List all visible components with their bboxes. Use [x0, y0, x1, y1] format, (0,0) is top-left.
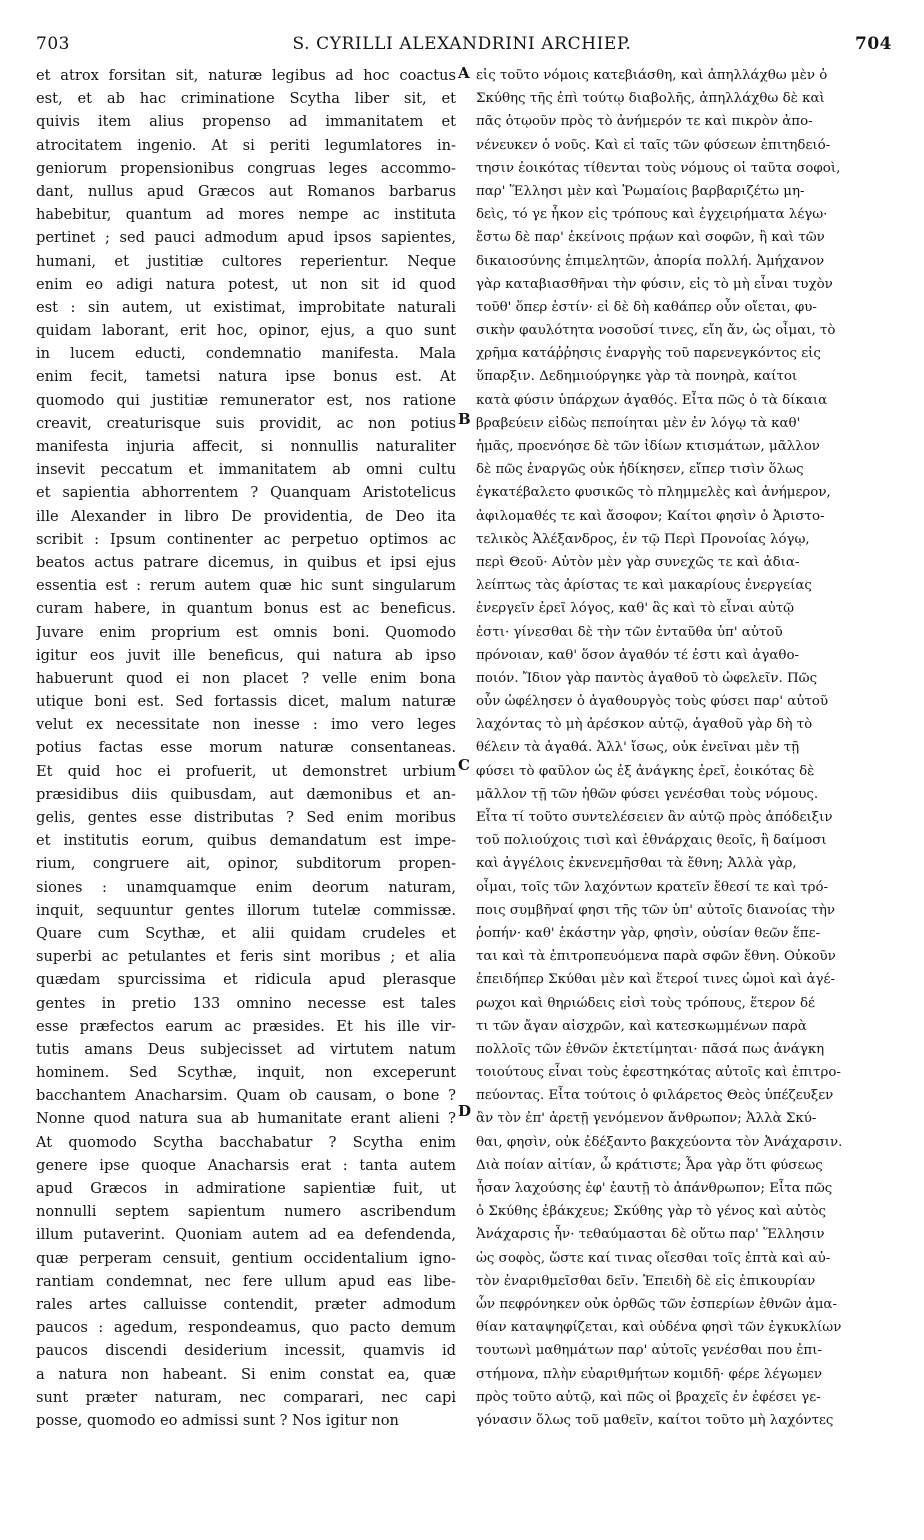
latin-text-line: hominem. Sed Scythæ, inquit, non exceperunt [36, 1064, 456, 1082]
latin-text-line: Et quid hoc ei profuerit, ut demonstret urbium [36, 762, 456, 780]
greek-text-line: ἐγκατέβαλετο φυσικῶς τὸ πλημμελὲς καὶ ἀνήμερον, [476, 485, 831, 501]
latin-text-line: igitur eos juvit ille beneficus, qui natura ab ipso [36, 646, 456, 664]
latin-text-line: Quare cum Scythæ, et alii quidam crudeles et [36, 924, 456, 942]
greek-text-line: θαι, φησὶν, οὐκ ἐδέξαντο βακχεύοντα τὸν Ἀνάχαρσιν. [476, 1134, 843, 1150]
greek-text-line: ὁ Σκύθης ἐβάκχευε; Σκύθης γὰρ τὸ γένος καὶ αὐτὸς [476, 1204, 827, 1220]
latin-text-line: genere ipse quoque Anacharsis erat : tanta autem [36, 1156, 456, 1174]
latin-text-line: a natura non habeant. Si enim constat ea, quæ [36, 1365, 456, 1383]
margin-marker-c: C [458, 756, 470, 774]
latin-text-line: beatos actus patrare dicemus, in quibus et ipsi ejus [36, 553, 456, 571]
latin-text-line: præsidibus diis quibusdam, aut dæmonibus et an- [36, 785, 456, 803]
greek-text-line: πρὸς τοῦτο αὐτῷ, καὶ πῶς οἱ βραχεῖς ἐν ἐφέσει γε- [476, 1389, 821, 1405]
greek-text-line: περὶ Θεοῦ· Αὐτὸν μὲν γὰρ συνεχῶς τε καὶ ἀδια- [476, 554, 800, 570]
latin-text-line: potius factas esse morum naturæ consentaneas. [36, 739, 456, 757]
right-page-number: 704 [855, 34, 892, 54]
greek-text-line: νένευκεν ὁ νοῦς. Καὶ εἰ ταῖς τῶν φύσεων ἐπιτηδειό- [476, 137, 831, 153]
latin-text-line: ille Alexander in libro De providentia, de Deo ita [36, 507, 456, 525]
latin-text-line: habuerunt quod ei non placet ? velle enim bona [36, 669, 456, 687]
greek-text-line: πολλοῖς τῶν ἐθνῶν ἐκτετίμηται· πᾶσά πως ἀνάγκη [476, 1041, 825, 1057]
greek-column [476, 64, 892, 1432]
greek-text-line: Σκύθης τῆς ἐπὶ τούτῳ διαβολῆς, ἀπηλλάχθω δὲ καὶ [476, 91, 825, 107]
latin-text-line: creavit, creaturisque suis providit, ac non potius [36, 414, 456, 432]
greek-text-line: ποιόν. Ἴδιον γὰρ παντὸς ἀγαθοῦ τὸ ὠφελεῖν. Πῶς [476, 670, 818, 686]
latin-text-line: sunt præter naturam, nec comparari, nec capi [36, 1388, 456, 1406]
latin-text-line: atrocitatem ingenio. At si periti legumlatores in- [36, 136, 456, 154]
latin-text-line: bacchantem Anacharsim. Quam ob causam, o bone ? [36, 1087, 456, 1105]
latin-text-line: manifesta injuria affecit, si nonnullis naturaliter [36, 438, 456, 455]
latin-text-line: velut ex necessitate non inesse : imo vero leges [36, 716, 456, 734]
greek-text-line: ται καὶ τὰ ἐπιτροπευόμενα παρὰ σφῶν ἔθνη. Οὐκοῦν [476, 949, 836, 965]
margin-marker-d: D [458, 1102, 472, 1120]
latin-text-line: posse, quomodo eo admissi sunt ? Nos igitur non [36, 1411, 399, 1429]
greek-text-line: Εἶτα τί τοῦτο συντελέσειεν ἂν αὐτῷ πρὸς ἀπόδειξιν [476, 810, 833, 825]
greek-text-line: οἶμαι, τοῖς τῶν λαχόντων κρατεῖν ἔθεσί τε καὶ τρό- [476, 879, 829, 895]
greek-text-line: βραβεύειν εἰδὼς πεποίηται μὲν ἐν λόγῳ τὰ καθ' [476, 415, 801, 431]
latin-text-line: enim eo adigi natura potest, ut non sit id quod [36, 275, 456, 293]
greek-text-line: σικὴν φαυλότητα νοσοῦσί τινες, εἴη ἄν, ὡς οἶμαι, τὸ [476, 323, 836, 339]
latin-text-line: curam habere, in quantum bonus est ac beneficus. [36, 600, 456, 618]
latin-text-line: rales artes calluisse contendit, præter admodum [36, 1295, 456, 1313]
greek-text-line: ἦσαν λαχούσης ἐφ' ἑαυτῇ τὸ ἀπάνθρωπον; Εἶτα πῶς [476, 1181, 833, 1196]
latin-text-line: et institutis eorum, quibus demandatum est impe- [36, 832, 456, 850]
latin-text-line: dant, nullus apud Græcos aut Romanos barbarus [36, 182, 456, 200]
greek-text-line: θέλειν τὰ ἀγαθά. Ἀλλ' ἴσως, οὐκ ἐνεῖναι μὲν τῇ [476, 740, 800, 756]
greek-text-line: Διὰ ποίαν αἰτίαν, ὦ κράτιστε; Ἆρα γὰρ ὅτι φύσεως [476, 1157, 823, 1173]
greek-text-line: δὲ πῶς ἐναργῶς οὐκ ἠδίκησεν, εἴπερ τισὶν ὅλως [476, 462, 804, 478]
greek-text-line: στήμονα, πλὴν εὐαριθμήτων κομιδῆ· φέρε λέγωμεν [476, 1366, 822, 1382]
greek-text-line: ἂν τὸν ἐπ' ἀρετῇ γενόμενον ἄνθρωπον; Ἀλλὰ Σκύ- [476, 1111, 817, 1127]
latin-text-line: est, et ab hac criminatione Scytha liber sit, et [36, 90, 456, 108]
latin-text-line: Juvare enim proprium est omnis boni. Quomodo [36, 623, 456, 641]
latin-text-line: quædam spurcissima et ridicula apud plerasque [36, 971, 456, 989]
latin-text-line: Nonne quod natura sua ab humanitate erant alieni ? [36, 1110, 456, 1128]
greek-text-line: τοιούτους εἶναι τοὺς ἐφεστηκότας αὐτοῖς καὶ ἐπιτρο- [476, 1065, 841, 1081]
latin-text-line: in lucem educti, condemnatio manifesta. Mala [36, 345, 456, 363]
greek-text-line: ἐπειδήπερ Σκύθαι μὲν καὶ ἕτεροί τινες ὠμοὶ καὶ ἀγέ- [476, 972, 835, 988]
latin-text-line: quomodo qui justitiæ remunerator est, nos ratione [36, 391, 456, 409]
greek-text-line: καὶ ἀγγέλοις ἐκνενεμῆσθαι τὰ ἔθνη; Ἀλλὰ γὰρ, [476, 856, 797, 872]
greek-text-line: ἐστι· γίνεσθαι δὲ τὴν τῶν ἐνταῦθα ὑπ' αὐτοῦ [476, 624, 783, 640]
latin-text-line: quæ perperam censuit, gentium occidentalium igno- [36, 1249, 456, 1267]
latin-text-line: gelis, gentes esse distributas ? Sed enim moribus [36, 809, 456, 826]
greek-text-line: χρῆμα κατάῤῥησις ἐναργὴς τοῦ παρενεγκόντος εἰς [476, 346, 821, 362]
latin-text-line: enim fecit, tametsi natura ipse bonus est. At [36, 368, 456, 386]
running-title: S. CYRILLI ALEXANDRINI ARCHIEP. [292, 34, 632, 54]
greek-text-line: κατὰ φύσιν ὑπάρχων ἀγαθός. Εἶτα πῶς ὁ τὰ δίκαια [476, 392, 828, 408]
latin-text-line: et atrox forsitan sit, naturæ legibus ad hoc coactus [36, 67, 456, 84]
greek-text-line: τουτωνὶ μαθημάτων παρ' αὐτοῖς γενέσθαι που ἐπι- [476, 1343, 822, 1359]
greek-text-line: δεὶς, τό γε ἧκον εἰς τρόπους καὶ ἐγχειρήματα λέγω· [476, 207, 828, 223]
greek-text-line: πᾶς ὁτῳοῦν πρὸς τὸ ἀνήμερόν τε καὶ πικρὸν ἀπο- [476, 114, 813, 130]
latin-text-line: paucos : agedum, respondeamus, quo pacto demum [36, 1319, 456, 1337]
greek-text-line: μᾶλλον τῇ τῶν ἠθῶν φύσει γενέσθαι τοὺς νόμους. [476, 786, 819, 802]
greek-text-line: Ἀνάχαρσις ἦν· τεθαύμασται δὲ οὕτω παρ' Ἕλλησιν [476, 1227, 825, 1243]
greek-text-line: πρόνοιαν, καθ' ὅσον ἀγαθόν τέ ἐστι καὶ ἀγαθο- [476, 647, 800, 663]
latin-text-line: rantiam condemnat, nec fere ullum apud eas libe- [36, 1272, 456, 1290]
greek-text-line: πεύοντας. Εἶτα τούτοις ὁ φιλάρετος Θεὸς ὑπέζευξεν [476, 1088, 834, 1104]
latin-text-line: humani, et justitiæ cultores reperientur. Neque [36, 252, 456, 270]
latin-text-line: gentes in pretio 133 omnino necesse est tales [36, 994, 456, 1012]
latin-text-line: et sapientia abhorrentem ? Quanquam Aristotelicus [36, 484, 456, 502]
latin-text-line: scribit : Ipsum continenter ac perpetuo optimos ac [36, 530, 456, 548]
greek-text-line: λαχόντας τὸ μὴ ἀρέσκον αὐτῷ, ἀγαθοῦ γὰρ δὴ τὸ [476, 717, 813, 733]
latin-text-line: habebitur, quantum ad mores nempe ac instituta [36, 206, 456, 224]
greek-text-line: τὸν ἐναριθμεῖσθαι δεῖν. Ἐπειδὴ δὲ εἰς ἐπικουρίαν [476, 1273, 816, 1289]
greek-text-line: εἰς τοῦτο νόμοις κατεβιάσθη, καὶ ἀπηλλάχθω μὲν ὁ [476, 68, 828, 83]
greek-text-line: ὧν πεφρόνηκεν οὐκ ὀρθῶς τῶν ἑσπερίων ἐθνῶν ἀμα- [476, 1296, 837, 1312]
latin-text-line: inquit, sequuntur gentes illorum tutelæ commissæ. [36, 901, 456, 919]
greek-text-line: τελικὸς Ἀλέξανδρος, ἐν τῷ Περὶ Προνοίας λόγῳ, [476, 531, 810, 547]
latin-text-line: rium, congruere ait, opinor, subditorum propen- [36, 855, 456, 873]
latin-text-line: illum putaverint. Quoniam autem ad ea defendenda, [36, 1226, 456, 1244]
greek-text-line: τοῦ πολιούχοις τισὶ καὶ ἐθνάρχαις θεοῖς, ἢ δαίμοσι [476, 833, 827, 849]
latin-text-line: siones : unamquamque enim deorum naturam, [36, 878, 456, 896]
greek-text-line: ποις συμβῆναί φησι τῆς τῶν ὑπ' αὐτοῖς διανοίας τὴν [476, 902, 835, 918]
latin-text-line: tutis amans Deus subjecisset ad virtutem natum [36, 1040, 456, 1058]
greek-text-line: ἐνεργεῖν ἐρεῖ λόγος, καθ' ἃς καὶ τὸ εἶναι αὐτῷ [476, 601, 795, 617]
latin-text-line: pertinet ; sed pauci admodum apud ipsos sapientes, [36, 229, 456, 247]
latin-text-line: nonnulli septem sapientum numero ascribendum [36, 1203, 456, 1221]
margin-marker-b: B [458, 410, 471, 428]
latin-text-line: insevit peccatum et immanitatem ab omni cultu [36, 461, 456, 479]
greek-text-line: ὡς σοφὸς, ὥστε καί τινας οἴεσθαι τοῖς ἑπτὰ καὶ αὐ- [476, 1250, 831, 1266]
greek-text-line: ἔστω δὲ παρ' ἐκείνοις πρᾴων καὶ σοφῶν, ἢ καὶ τῶν [476, 230, 825, 246]
greek-text-line: θίαν καταψηφίζεται, καὶ οὐδένα φησὶ τῶν ἐγκυκλίων [476, 1320, 842, 1336]
latin-column [36, 64, 456, 1432]
greek-text-line: τι τῶν ἄγαν αἰσχρῶν, καὶ κατεσκωμμένων παρὰ [476, 1018, 807, 1034]
greek-text-line: τησιν ἐοικότας τίθενται τοὺς νόμους οἱ ταῦτα σοφοὶ, [476, 160, 841, 176]
latin-text-line: quivis item alius propenso ad immanitatem et [36, 113, 456, 131]
left-page-number: 703 [36, 34, 70, 54]
greek-text-line: γόνασιν ὅλως τοῦ μαθεῖν, καίτοι τοῦτο μὴ λαχόντες [476, 1412, 834, 1428]
greek-text-line: λείπτως τὰς ἀρίστας τε καὶ μακαρίους ἐνεργείας [476, 578, 812, 594]
greek-text-line: φύσει τὸ φαῦλον ὡς ἐξ ἀνάγκης ἐρεῖ, ἐοικότας δὲ [476, 763, 815, 779]
greek-text-line: γὰρ καταβιασθῆναι τὴν φύσιν, εἰς τὸ μὴ εἶναι τυχὸν [476, 276, 833, 292]
greek-text-line: δικαιοσύνης ἐπιμελητῶν, ἀπορία πολλή. Ἀμήχανον [476, 253, 825, 269]
latin-text-line: apud Græcos in admiratione sapientiæ fuit, ut [36, 1180, 456, 1197]
greek-text-line: ἡμᾶς, προενόησε δὲ τῶν ἰδίων κτισμάτων, μᾶλλον [476, 439, 820, 454]
greek-text-line: ρωχοι καὶ θηριώδεις εἰσὶ τοὺς τρόπους, ἕτερον δέ [476, 995, 815, 1011]
latin-text-line: esse præfectos earum ac præsides. Et his ille vir- [36, 1017, 456, 1035]
greek-text-line: παρ' Ἕλλησι μὲν καὶ Ῥωμαίοις βαρβαριζέτω μη- [476, 183, 805, 199]
greek-text-line: ἀφιλομαθές τε καὶ ἄσοφον; Καίτοι φησὶν ὁ Ἀριστο- [476, 508, 825, 524]
latin-text-line: paucos discendi desiderium incessit, quamvis id [36, 1342, 456, 1360]
latin-text-line: superbi ac petulantes et feris sint moribus ; et alia [36, 948, 456, 966]
latin-text-line: geniorum propensionibus congruas leges accommo- [36, 159, 456, 177]
greek-text-line: οὖν ὠφέλησεν ὁ ἀγαθουργὸς τοὺς φύσει παρ' αὐτοῦ [476, 694, 829, 710]
greek-text-line: τοῦθ' ὅπερ ἐστίν· εἰ δὲ δὴ καθάπερ οὖν οἴεται, φυ- [476, 299, 817, 315]
latin-text-line: est : sin autem, ut existimat, improbitate naturali [36, 298, 456, 316]
greek-text-line: ῥοπήν· καθ' ἑκάστην γὰρ, φησὶν, οὐσίαν θεῶν ἕπε- [476, 925, 821, 941]
latin-text-line: quidam laborant, erit hoc, opinor, ejus, a quo sunt [36, 322, 456, 340]
greek-text-line: ὕπαρξιν. Δεδημιούργηκε γὰρ τὰ πονηρὰ, καίτοι [476, 369, 798, 385]
latin-text-line: essentia est : rerum autem quæ hic sunt singularum [36, 577, 456, 595]
latin-text-line: At quomodo Scytha bacchabatur ? Scytha enim [36, 1133, 456, 1151]
latin-text-line: utique boni est. Sed fortassis dicet, malum naturæ [36, 693, 456, 711]
margin-marker-a: A [458, 64, 470, 82]
